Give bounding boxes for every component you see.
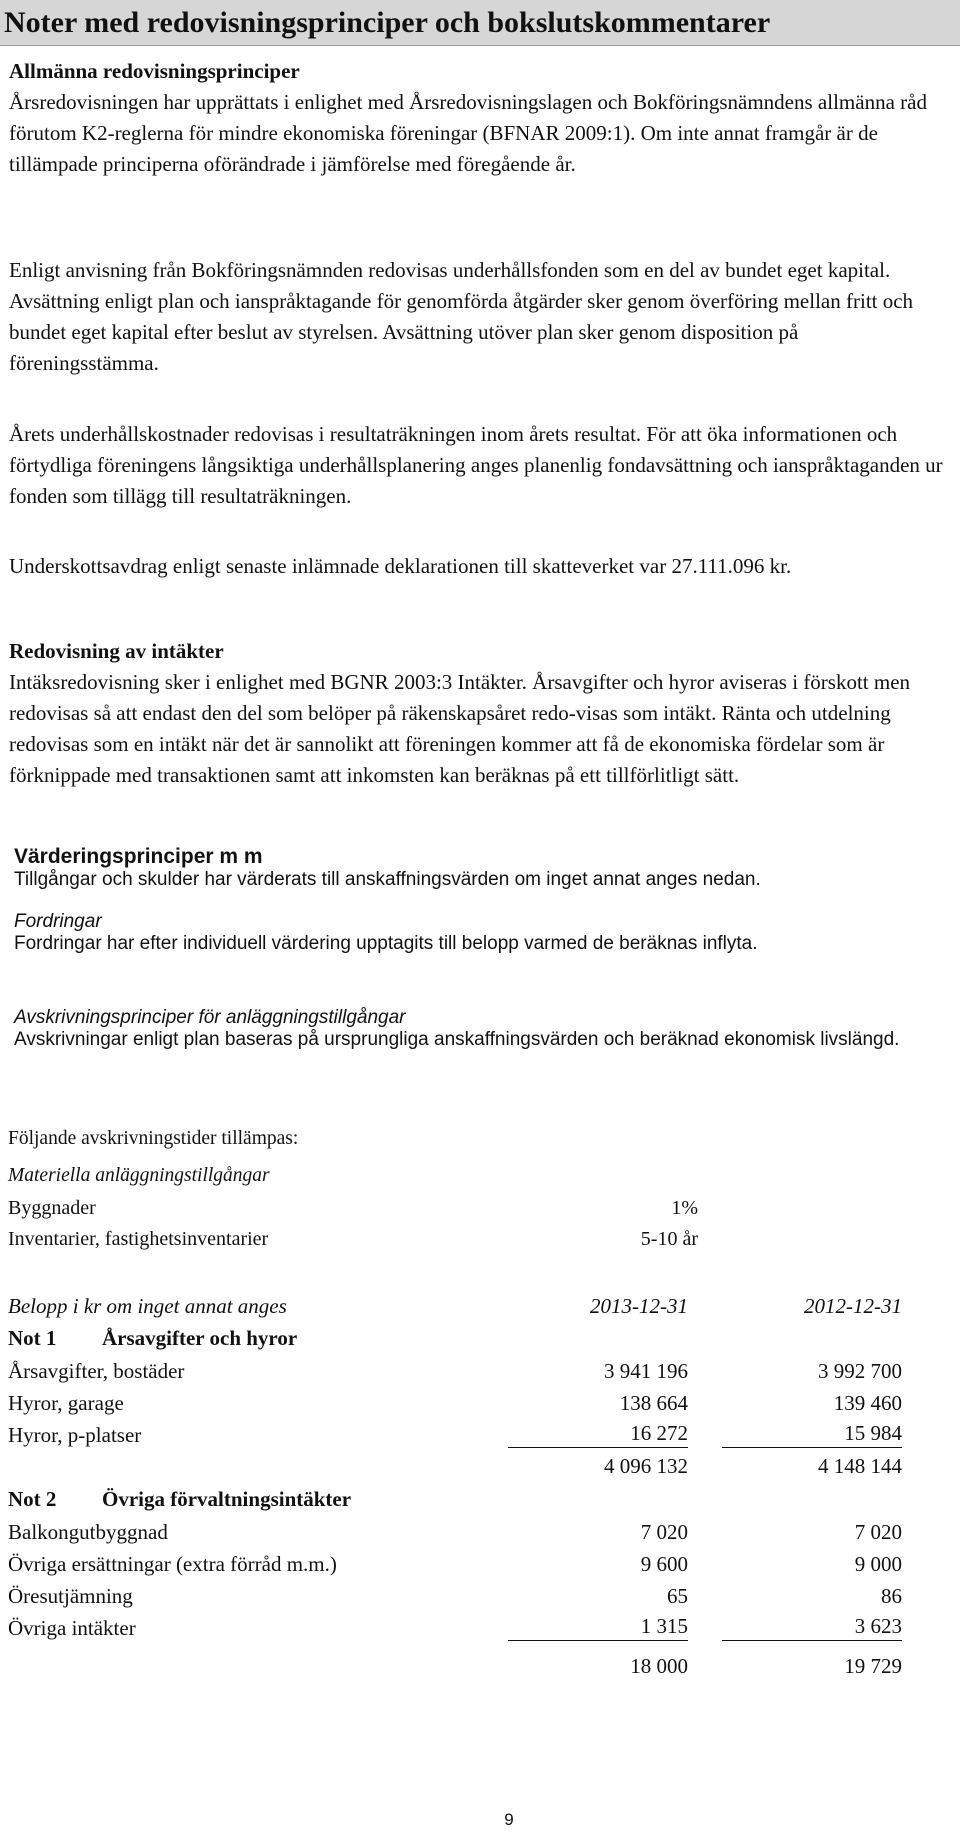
row-value-2012: 139 460 [833, 1391, 902, 1415]
table-row [8, 1517, 908, 1547]
row-label: Övriga intäkter [8, 1616, 136, 1640]
revenue-text: Intäksredovisning sker i enlighet med BGNR 2003:3 Intäkter. Årsavgifter och hyror aviseras i förskott men redovisas så att endast den del som belöper på räkenskapsåret redo-visas som intäkt. Ränta och utdelning redovisas som en intäkt när det är sannolikt att föreningen kommer att få de ekonomiska fördelar som är förknippade med transaktionen samt att inkomsten kan beräknas på ett tillförlitligt sätt. [9, 670, 911, 787]
table-row [8, 1356, 908, 1386]
depreciation-text: Avskrivningar enligt plan baseras på ursprungliga anskaffningsvärden och beräknad ekonomisk livslängd. [14, 1029, 900, 1050]
row-value-2013: 1 315 [508, 1613, 688, 1641]
periods-subheading: Materiella anläggningstillgångar [8, 1165, 270, 1186]
receivables-text: Fordringar har efter individuell värdering upptagits till belopp varmed de beräknas inflyta. [14, 933, 758, 954]
row-value-2012: 3 992 700 [818, 1359, 902, 1383]
total-value-2013: 4 096 132 [604, 1454, 688, 1478]
note-1-number: Not 1 [8, 1326, 57, 1350]
row-label: Öresutjämning [8, 1584, 133, 1608]
period-row [8, 1193, 908, 1223]
valuation-text: Tillgångar och skulder har värderats till anskaffningsvärden om inget annat anges nedan. [14, 869, 761, 890]
receivables-heading: Fordringar [14, 911, 102, 932]
row-value-2013: 65 [667, 1584, 688, 1608]
row-value-2012: 9 000 [854, 1552, 902, 1576]
row-label: Årsavgifter, bostäder [8, 1359, 185, 1383]
period-label: Inventarier, fastighetsinventarier [8, 1228, 269, 1250]
note-2-heading [8, 1484, 351, 1514]
note-1-title: Årsavgifter och hyror [102, 1326, 298, 1350]
periods-intro: Följande avskrivningstider tillämpas: [8, 1128, 299, 1149]
receivables-section [14, 911, 934, 955]
period-label: Byggnader [8, 1197, 96, 1219]
table-row [8, 1581, 908, 1611]
table-header-row [8, 1291, 908, 1321]
valuation-heading: Värderingsprinciper m m [14, 845, 263, 868]
depreciation-heading: Avskrivningsprinciper för anläggningstillgångar [14, 1007, 406, 1028]
row-value-2012: 7 020 [854, 1520, 902, 1544]
table-header-year-1: 2013-12-31 [590, 1294, 688, 1318]
total-value-2012: 19 729 [844, 1654, 902, 1678]
general-principles-section [9, 56, 951, 180]
total-value-2013: 18 000 [630, 1654, 688, 1678]
valuation-section [14, 844, 934, 891]
maintenance-paragraph [9, 419, 951, 512]
row-label: Hyror, garage [8, 1391, 124, 1415]
deficit-paragraph [9, 551, 951, 582]
row-label: Balkongutbyggnad [8, 1520, 168, 1544]
revenue-section [9, 636, 951, 791]
row-value-2013: 9 600 [640, 1552, 688, 1576]
table-row [8, 1549, 908, 1579]
period-row [8, 1224, 908, 1254]
period-value: 1% [671, 1197, 698, 1219]
note-2-title: Övriga förvaltningsintäkter [102, 1487, 352, 1511]
note-2-number: Not 2 [8, 1487, 57, 1511]
row-value-2012: 15 984 [722, 1420, 902, 1448]
table-row [8, 1388, 908, 1418]
total-value-2012: 4 148 144 [818, 1454, 902, 1478]
table-row [8, 1613, 908, 1643]
row-value-2013: 3 941 196 [604, 1359, 688, 1383]
total-row [8, 1451, 908, 1481]
general-principles-paragraph-1: Årsredovisningen har upprättats i enlighet med Årsredovisningslagen och Bokföringsnämndens allmänna råd förutom K2-reglerna för mindre ekonomiska föreningar (BFNAR 2009:1). Om inte annat framgår är de tillämpade principerna oförändrade i jämförelse med föregående år. [9, 90, 927, 176]
period-value: 5-10 år [640, 1228, 698, 1250]
general-principles-paragraph-3: Årets underhållskostnader redovisas i resultaträkningen inom årets resultat. För att öka informationen och förtydliga föreningens långsiktiga underhållsplanering anges planenlig fondavsättning och ianspråktaganden ur fonden som tillägg till resultaträkningen. [9, 422, 943, 508]
section-banner-title: Noter med redovisningsprinciper och bokslutskommentarer [0, 0, 960, 46]
fund-paragraph [9, 255, 951, 379]
page-number: 9 [504, 1810, 514, 1829]
general-principles-heading: Allmänna redovisningsprinciper [9, 59, 300, 83]
row-value-2012: 3 623 [722, 1613, 902, 1641]
row-value-2013: 138 664 [619, 1391, 688, 1415]
row-label: Hyror, p-platser [8, 1423, 142, 1447]
table-row [8, 1420, 908, 1450]
general-principles-paragraph-2: Enligt anvisning från Bokföringsnämnden redovisas underhållsfonden som en del av bundet eget kapital. Avsättning enligt plan och ianspråktagande för genomförda åtgärder sker genom överföring mellan fritt och bundet eget kapital efter beslut av styrelsen. Avsättning utöver plan sker genom disposition på föreningsstämma. [9, 258, 914, 375]
general-principles-paragraph-4: Underskottsavdrag enligt senaste inlämnade deklarationen till skatteverket var 27.111.096 kr. [9, 554, 792, 578]
row-label: Övriga ersättningar (extra förråd m.m.) [8, 1552, 337, 1576]
note-1-heading [8, 1323, 297, 1353]
table-header-label: Belopp i kr om inget annat anges [8, 1294, 287, 1318]
table-header-year-2: 2012-12-31 [804, 1294, 902, 1318]
row-value-2012: 86 [881, 1584, 902, 1608]
row-value-2013: 16 272 [508, 1420, 688, 1448]
row-value-2013: 7 020 [640, 1520, 688, 1544]
depreciation-section [14, 1007, 934, 1051]
revenue-heading: Redovisning av intäkter [9, 639, 224, 663]
total-row [8, 1651, 908, 1681]
